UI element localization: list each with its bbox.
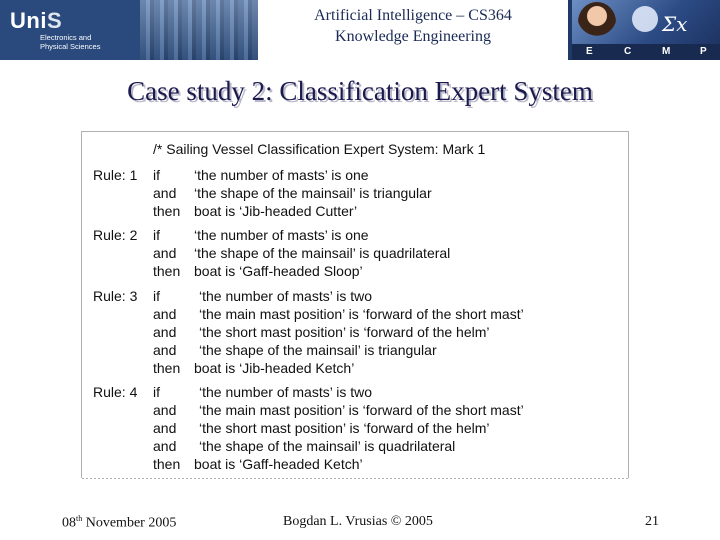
rule-label: Rule: 4: [93, 384, 138, 400]
rule-keyword: if: [153, 288, 160, 304]
building-image: [140, 0, 260, 60]
rule-keyword: and: [153, 306, 177, 322]
logo-subtitle: Electronics and Physical Sciences: [40, 33, 101, 51]
university-logo: [0, 0, 140, 60]
rule-keyword: if: [153, 167, 160, 183]
course-title-panel: [258, 0, 568, 60]
rule-keyword: and: [153, 438, 177, 454]
ecmp-strip: [572, 44, 720, 60]
rule-keyword: and: [153, 324, 177, 340]
rule-keyword: then: [153, 456, 181, 472]
rules-box: [81, 131, 629, 478]
rule-conclusion: boat is ‘Jib-headed Ketch’: [194, 360, 355, 376]
rule-keyword: if: [153, 384, 160, 400]
rule-condition: ‘the main mast position’ is ‘forward of the short mast’: [199, 306, 524, 322]
course-title: Artificial Intelligence – CS364: [314, 7, 512, 24]
rule-label: Rule: 2: [93, 227, 138, 243]
footer-author: Bogdan L. Vrusias © 2005: [283, 514, 433, 529]
sigma-symbol: Σx: [662, 12, 688, 36]
rule-condition: ‘the main mast position’ is ‘forward of the short mast’: [199, 402, 524, 418]
rule-conclusion: boat is ‘Gaff-headed Ketch’: [194, 456, 363, 472]
ecmp-letter: P: [700, 46, 707, 57]
ecmp-letter: C: [624, 46, 632, 57]
rule-condition: ‘the short mast position’ is ‘forward of the helm’: [199, 420, 490, 436]
rule-condition: ‘the number of masts’ is two: [199, 384, 372, 400]
rule-condition: ‘the shape of the mainsail’ is quadrilateral: [199, 438, 456, 454]
footer-date: 08th November 2005: [62, 514, 177, 531]
box-bottom-border: [82, 478, 628, 479]
course-subtitle: Knowledge Engineering: [335, 28, 491, 45]
rule-condition: ‘the shape of the mainsail’ is triangular: [199, 342, 437, 358]
page-number: 21: [645, 514, 659, 529]
person-image: [578, 2, 616, 42]
rule-conclusion: boat is ‘Gaff-headed Sloop’: [194, 263, 363, 279]
rules-heading: /* Sailing Vessel Classification Expert System: Mark 1: [153, 141, 486, 157]
rule-keyword: if: [153, 227, 160, 243]
rule-label: Rule: 3: [93, 288, 138, 304]
rule-keyword: and: [153, 185, 177, 201]
logo-text: UniS: [10, 8, 63, 33]
rule-keyword: and: [153, 402, 177, 418]
slide-title: Case study 2: Classification Expert System: [127, 76, 593, 106]
rule-conclusion: boat is ‘Jib-headed Cutter’: [194, 203, 358, 219]
rule-keyword: then: [153, 263, 181, 279]
rule-keyword: then: [153, 360, 181, 376]
rule-condition: ‘the number of masts’ is one: [194, 167, 369, 183]
rule-keyword: then: [153, 203, 181, 219]
rule-keyword: and: [153, 420, 177, 436]
rule-condition: ‘the short mast position’ is ‘forward of the helm’: [199, 324, 490, 340]
rule-keyword: and: [153, 245, 177, 261]
rule-keyword: and: [153, 342, 177, 358]
ecmp-letter: M: [662, 46, 671, 57]
rule-condition: ‘the number of masts’ is one: [194, 227, 369, 243]
globe-icon: [632, 6, 658, 32]
header-banner: [0, 0, 720, 60]
ecmp-letter: E: [586, 46, 593, 57]
rule-condition: ‘the number of masts’ is two: [199, 288, 372, 304]
rule-condition: ‘the shape of the mainsail’ is quadrilateral: [194, 245, 451, 261]
rule-label: Rule: 1: [93, 167, 138, 183]
rule-condition: ‘the shape of the mainsail’ is triangular: [194, 185, 432, 201]
